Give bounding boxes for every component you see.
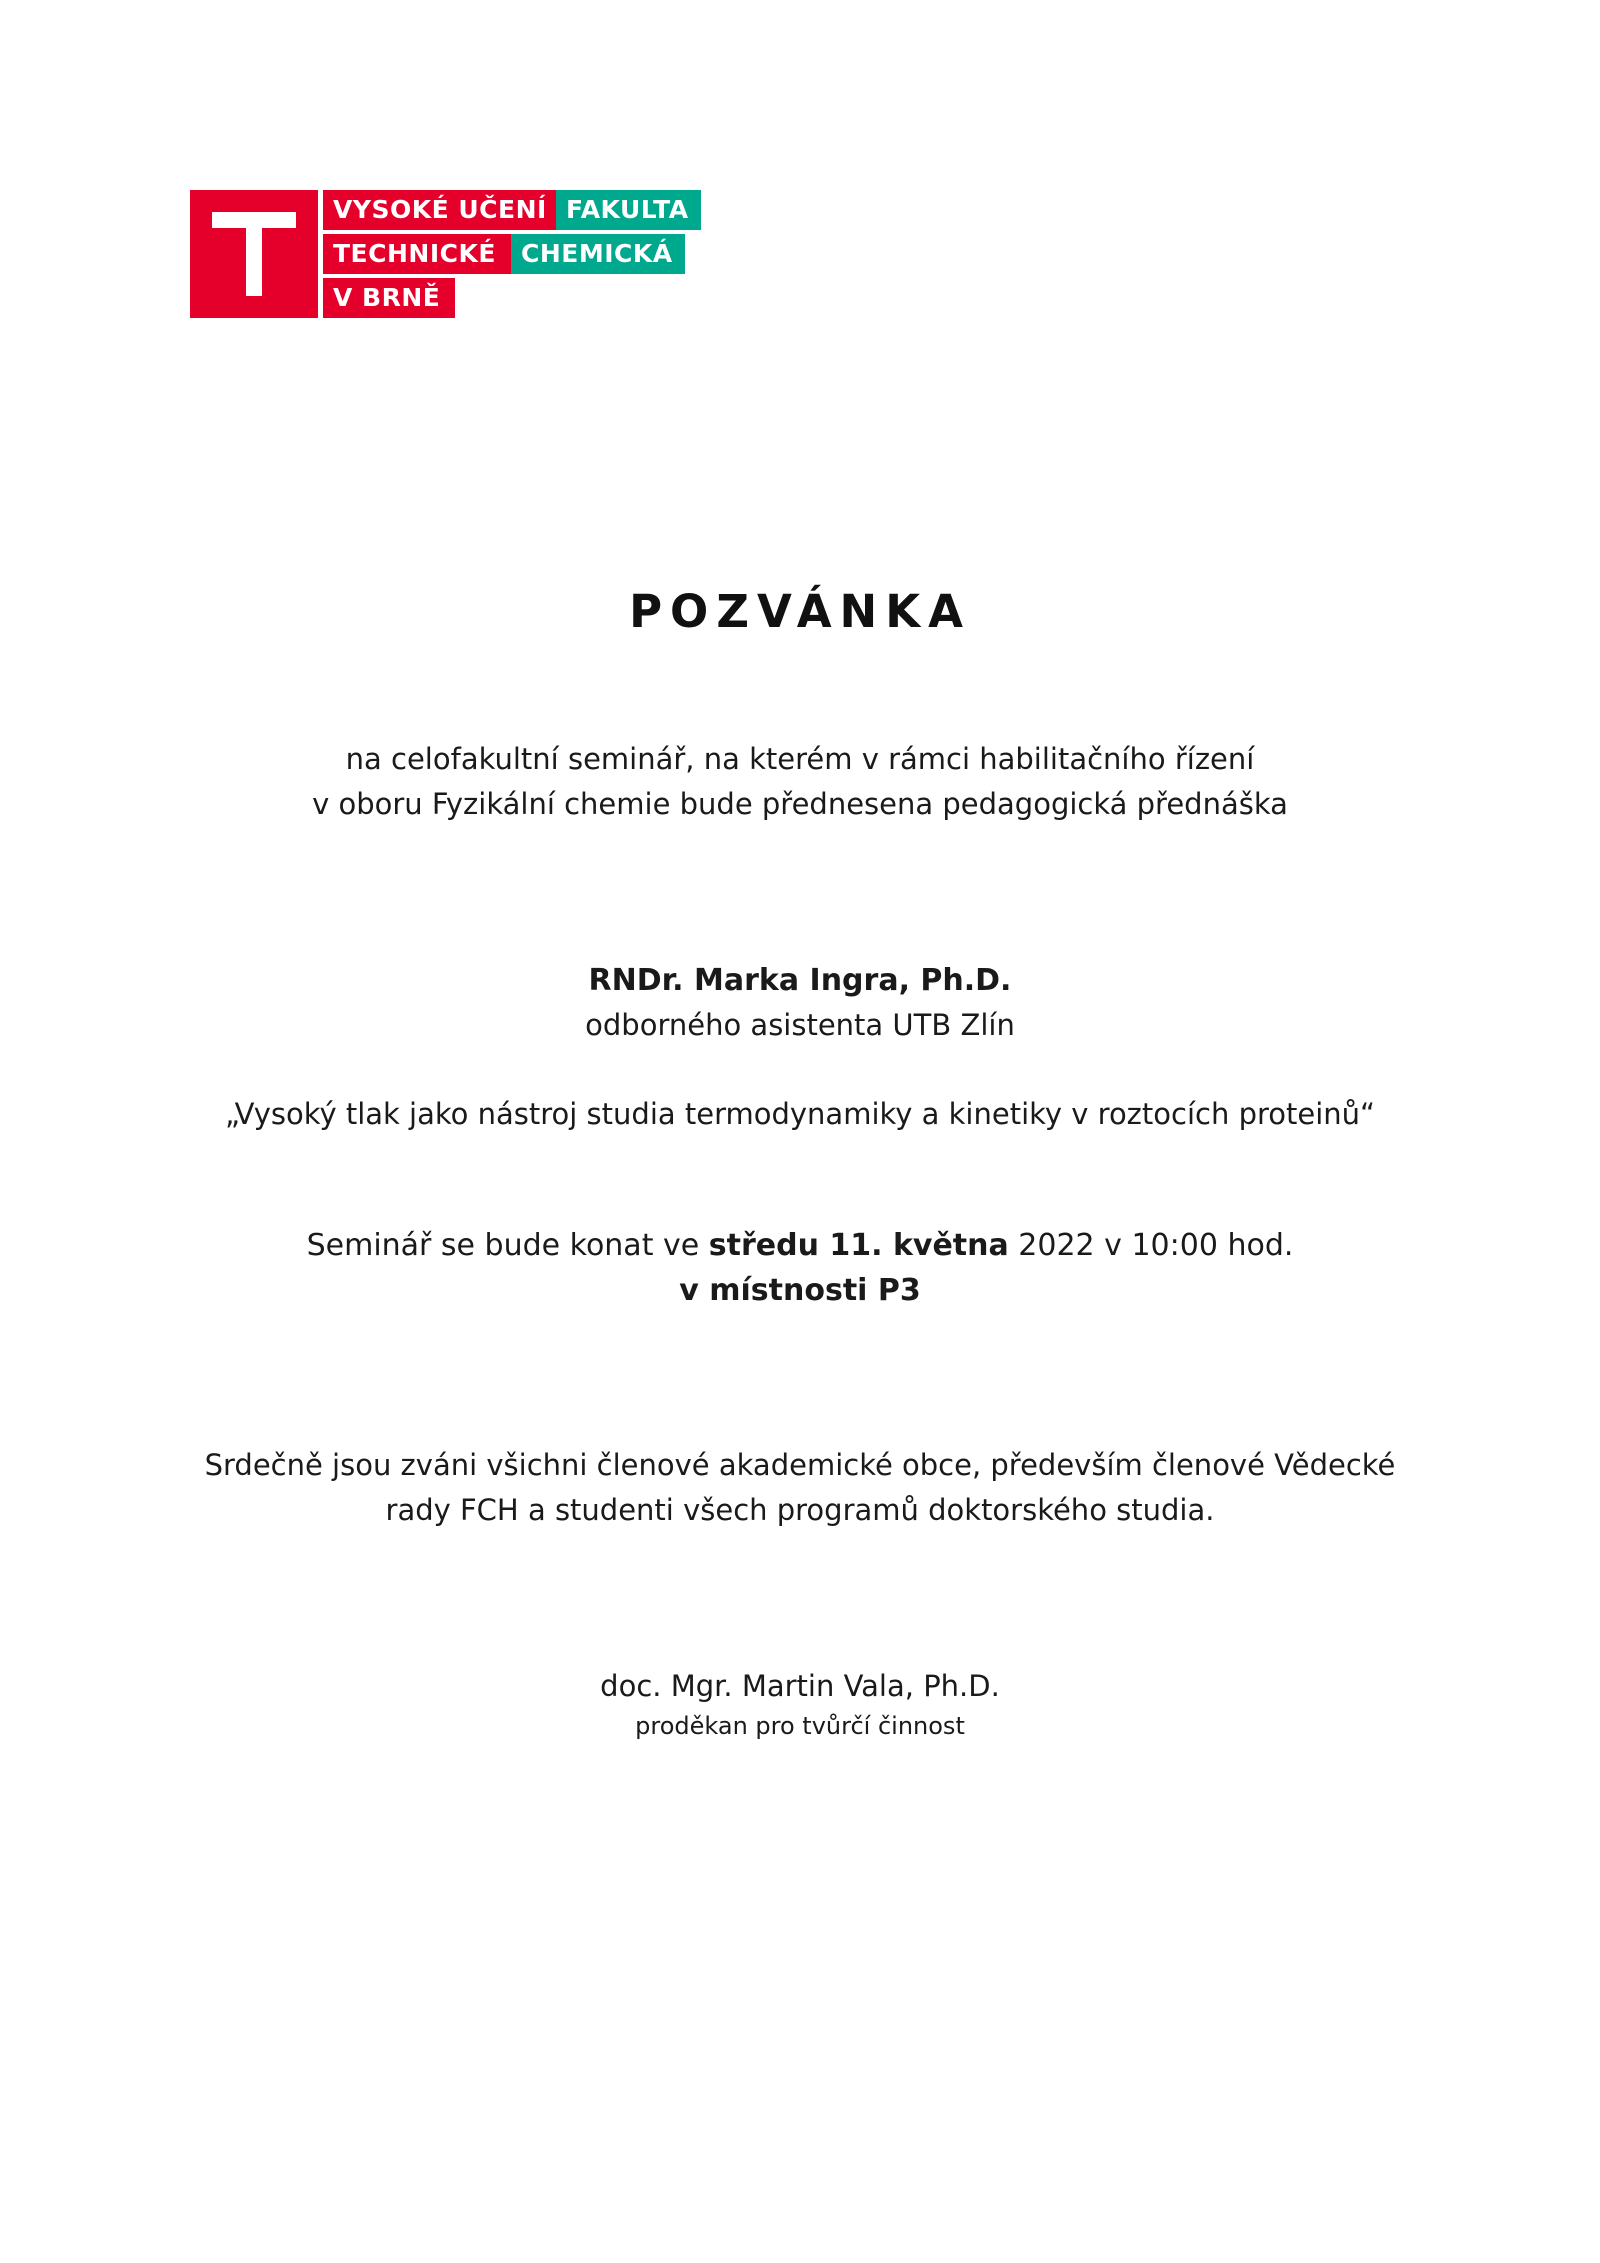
vut-t-logo-mark xyxy=(190,190,318,318)
signature-role: proděkan pro tvůrčí činnost xyxy=(635,1712,965,1740)
page-title: POZVÁNKA xyxy=(629,585,971,638)
logo-t-stem xyxy=(246,212,262,296)
faculty-logo xyxy=(190,190,710,320)
logo-faculty-line2: CHEMICKÁ xyxy=(511,234,685,274)
intro-paragraph xyxy=(150,737,1450,827)
speaker-role: odborného asistenta UTB Zlín xyxy=(585,1008,1015,1042)
lecture-title: „Vysoký tlak jako nástroj studia termodynamiky a kinetiky v roztocích proteinů“ xyxy=(224,1097,1376,1131)
intro-line-2: v oboru Fyzikální chemie bude přednesena pedagogická přednáška xyxy=(312,787,1288,821)
intro-line-1: na celofakultní seminář, na kterém v rámci habilitačního řízení xyxy=(345,742,1255,776)
schedule-line xyxy=(150,1223,1450,1268)
schedule-time: 2022 v 10:00 hod. xyxy=(1008,1228,1294,1263)
signature-name: doc. Mgr. Martin Vala, Ph.D. xyxy=(600,1669,1000,1703)
logo-university-line2: TECHNICKÉ xyxy=(323,234,511,274)
schedule-room: v místnosti P3 xyxy=(679,1273,921,1308)
schedule-prefix: Seminář se bude konat ve xyxy=(306,1228,709,1263)
invitation-line-1: Srdečně jsou zváni všichni členové akademické obce, především členové Vědecké xyxy=(204,1448,1396,1482)
speaker-name: RNDr. Marka Ingra, Ph.D. xyxy=(588,963,1012,998)
schedule-date: středu 11. května xyxy=(708,1228,1009,1263)
invitation-line-2: rady FCH a studenti všech programů doktorského studia. xyxy=(385,1493,1215,1527)
logo-university-line1: VYSOKÉ UČENÍ xyxy=(323,190,556,230)
invitation-paragraph xyxy=(170,1443,1430,1533)
logo-university-line3: V BRNĚ xyxy=(323,278,455,318)
logo-faculty-line1: FAKULTA xyxy=(556,190,701,230)
